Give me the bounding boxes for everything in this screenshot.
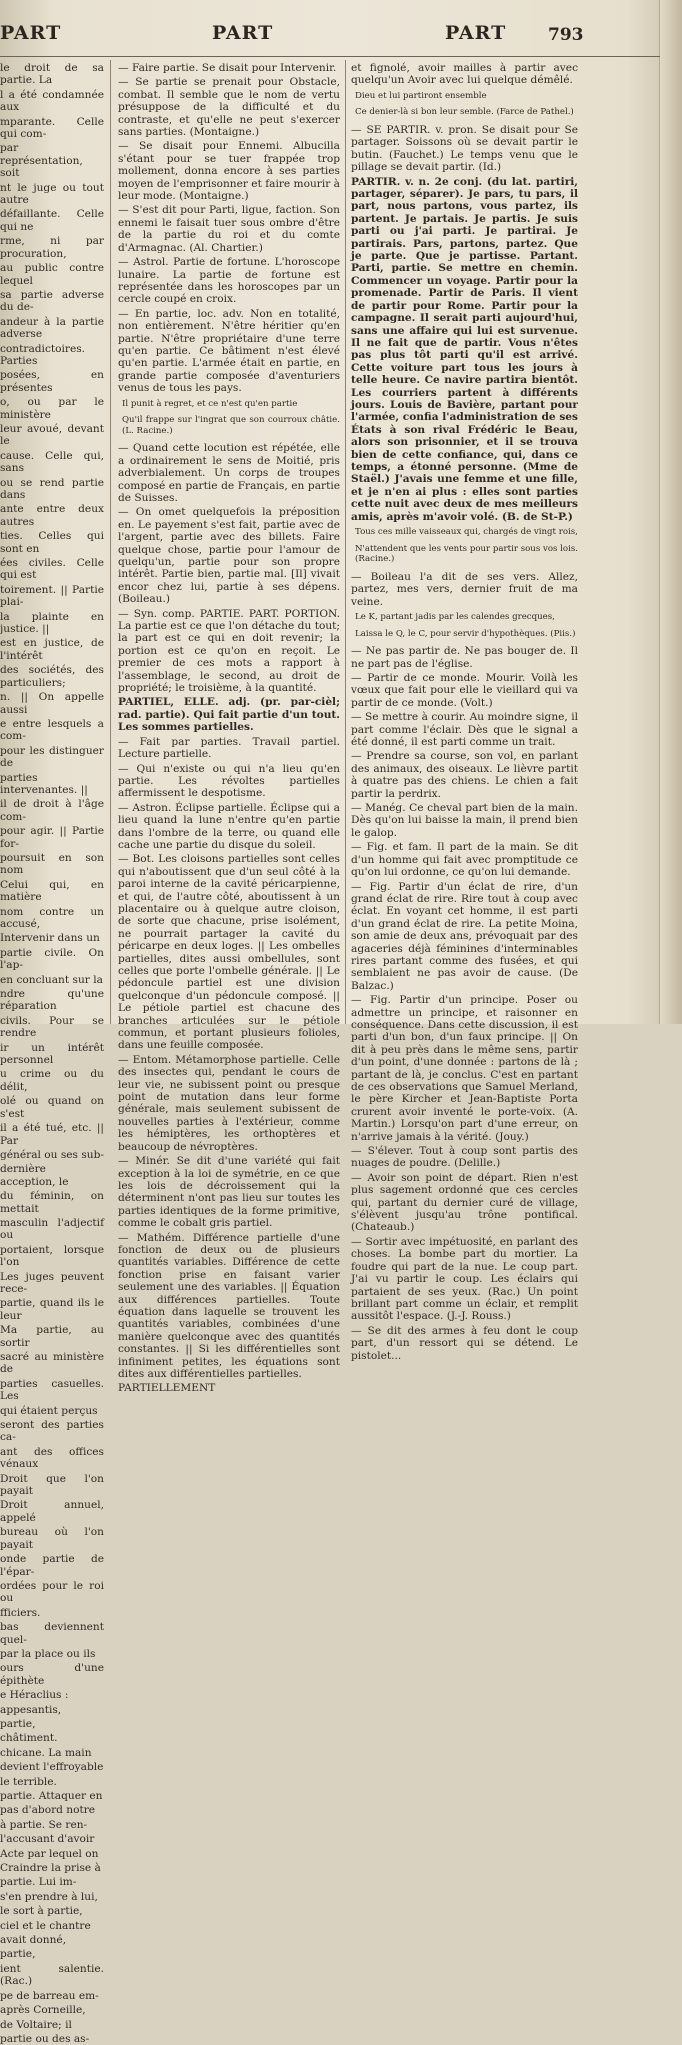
paragraph: — Faire partie. Se disait pour Intervenir.: [118, 62, 337, 74]
paragraph: ties. Celles qui sont en: [0, 530, 104, 555]
paragraph: au public contre lequel: [0, 262, 104, 287]
paragraph: ées civiles. Celle qui est: [0, 557, 104, 582]
column-divider-right: [345, 60, 346, 1024]
paragraph: ndre qu'une réparation: [0, 988, 104, 1013]
paragraph: — Entom. Métamorphose partielle. Celle des insectes qui, pendant le cours de leur vie, ne subissent point ou presque point de mutation dans leur forme générale, mais seulement subissent de nouvelles parties à l'extérieur, comme les hémiptères, les orthoptères et beaucoup de névroptères.: [118, 1053, 340, 1153]
paragraph: andeur à la partie adverse: [0, 315, 104, 341]
paragraph: masculin l'adjectif ou: [0, 1216, 104, 1242]
running-head-right: PART: [445, 22, 507, 44]
paragraph: — Partir de ce monde. Mourir. Voilà les vœux que fait pour elle le vieillard qui va partir de ce monde. (Volt.): [351, 672, 578, 709]
paragraph: u crime ou du délit,: [0, 1068, 104, 1093]
paragraph: portaient, lorsque l'on: [0, 1243, 104, 1269]
paragraph: — Boileau l'a dit de ses vers. Allez, partez, mes vers, dernier fruit de ma veine.: [351, 570, 578, 608]
paragraph: — Se dit des armes à feu dont le coup part, d'un ressort qui se détend. Le pistolet...: [351, 1324, 578, 1362]
paragraph: — Ne pas partir de. Ne pas bouger de. Il ne part pas de l'église.: [351, 645, 578, 670]
paragraph: — S'élever. Tout à coup sont partis des nuages de poudre. (Delille.): [351, 1145, 578, 1170]
paragraph: le terrible.: [0, 1775, 57, 1788]
paragraph: il de droit à l'âge com-: [0, 798, 104, 823]
paragraph: — Manég. Ce cheval part bien de la main. Dès qu'on lui baisse la main, il prend bien le galop.: [351, 802, 578, 839]
paragraph: partie ou des as-: [0, 2032, 90, 2045]
paragraph: — Sortir avec impétuosité, en parlant des choses. La bombe part du mortier. La foudre qui part de la nue. Le coup part. J'ai vu partir le coup. Les éclairs qui partaient de ses yeux. (Rac.) Un point brillant part comme un éclair, et remplit aussitôt l'espace. (J.-J. Rouss.): [351, 1235, 578, 1323]
paragraph: Celui qui, en matière: [0, 878, 104, 904]
paragraph: pour agir. || Partie for-: [0, 825, 104, 850]
paragraph: le droit de sa partie. La: [0, 62, 104, 87]
paragraph: Ma partie, au sortir: [0, 1324, 104, 1349]
paragraph: partie. Lui im-: [0, 1876, 77, 1889]
paragraph: parties casuelles. Les: [0, 1377, 104, 1403]
paragraph: il a été tué, etc. || Par: [0, 1122, 104, 1147]
text-column-middle: [118, 62, 340, 1395]
paragraph: nom contre un accusé,: [0, 905, 104, 930]
paragraph: — Astrol. Partie de fortune. L'horoscope lunaire. La partie de fortune est représentée dans les horoscopes par un cercle coupé en croix.: [118, 256, 340, 306]
paragraph: défaillante. Celle qui ne: [0, 208, 104, 233]
paragraph: pour les distinguer de: [0, 744, 104, 770]
paragraph: ou se rend partie dans: [0, 476, 104, 501]
paragraph: sacré au ministère de: [0, 1351, 104, 1376]
paragraph: civils. Pour se rendre: [0, 1014, 104, 1040]
paragraph: — Se mettre à courir. Au moindre signe, il part comme l'éclair. Dès que le signal a été donné, il est parti comme un trait.: [351, 711, 578, 749]
paragraph: avait donné,: [0, 1934, 67, 1947]
paragraph: — Prendre sa course, son vol, en parlant des animaux, des oiseaux. Le lièvre partit à quatre pas des chiens. Le chien a fait partir la perdrix.: [351, 750, 578, 800]
paragraph: ciel et le chantre: [0, 1919, 91, 1932]
paragraph: Les juges peuvent rece-: [0, 1270, 104, 1295]
paragraph: du féminin, on mettait: [0, 1190, 104, 1215]
paragraph: Droit que l'on payait: [0, 1472, 104, 1498]
paragraph: des sociétés, des particuliers;: [0, 664, 104, 689]
paragraph: Acte par lequel on: [0, 1847, 99, 1860]
paragraph: l'accusant d'avoir: [0, 1833, 95, 1846]
paragraph: bureau où l'on payait: [0, 1526, 104, 1551]
paragraph: — Qui n'existe ou qui n'a lieu qu'en partie. Les révoltes partielles affermissent le despotisme.: [118, 762, 340, 800]
header-rule: [0, 56, 660, 57]
paragraph: chicane. La main: [0, 1746, 92, 1759]
running-head-center: PART: [212, 22, 274, 44]
paragraph: Qu'il frappe sur l'ingrat que son courroux châtie. (L. Racine.): [122, 415, 340, 436]
paragraph: — Se disait pour Ennemi. Albucilla s'étant pour se tuer frappée trop mollement, donna encore à ses parties moyen de l'emprisonner et faire mourir à leur mode. (Montaigne.): [118, 140, 340, 203]
paragraph: Craindre la prise à: [0, 1862, 101, 1875]
paragraph: — Mathém. Différence partielle d'une fonction de deux ou de plusieurs quantités variables. Différence de cette fonction prise en faisant varier seulement une des variables. || Équation aux différences partielles. Toute équation dans laquelle se trouvent les quantités variables, combinées d'une manière quelconque avec des quantités constantes. || Si les différentielles sont infiniment petites, les équations sont dites aux différentielles partielles.: [118, 1231, 340, 1380]
paragraph: ours d'une épithète: [0, 1662, 104, 1687]
paragraph: — Fig. et fam. Il part de la main. Se dit d'un homme qui fait avec promptitude ce qu'on lui ordonne, ce qu'on lui demande.: [351, 841, 578, 879]
paragraph: toirement. || Partie plai-: [0, 583, 104, 609]
paragraph: et fignolé, avoir mailles à partir avec quelqu'un Avoir avec lui quelque démêlé.: [351, 62, 578, 87]
paragraph: partie,: [0, 1717, 36, 1730]
paragraph: PARTIELLEMENT: [118, 1382, 216, 1395]
paragraph: posées, en présentes: [0, 369, 104, 394]
paragraph: — Avoir son point de départ. Rien n'est plus sagement ordonné que ces cercles qui, partant du dernier curé de village, s'élèvent jusqu'au trône pontifical. (Chateaub.): [351, 1171, 578, 1234]
column-divider-left: [110, 60, 111, 1024]
paragraph: — Fig. Partir d'un principe. Poser ou admettre un principe, et raisonner en conséquence. Dans cette discussion, il est parti d'un bon, d'un faux principe. || On dit à peu près dans le même sens, partir d'un point, d'une donnée : partons de là ; partant de là, je conclus. C'est en partant de ces observations que Samuel Merland, le père Kircher et Jean-Baptiste Porta crurent avoir inventé le porte-voix. (A. Martin.) Lorsqu'on part d'une erreur, on n'arrive jamais à la vérité. (Jouy.): [351, 994, 578, 1143]
paragraph: — Minér. Se dit d'une variété qui fait exception à la loi de symétrie, en ce que les lois de décroissement qui la déterminent n'ont pas lieu sur toutes les parties identiques de la forme primitive, comme le cobalt gris partiel.: [118, 1155, 340, 1230]
paragraph: — S'est dit pour Parti, ligue, faction. Son ennemi le faisait tuer sous ombre d'être de la partie du roi et du comte d'Armagnac. (Al. Chartier.): [118, 204, 340, 254]
paragraph: à partie. Se ren-: [0, 1818, 88, 1831]
paragraph: PARTIR. v. n. 2e conj. (du lat. partiri, partager, séparer). Je pars, tu pars, il part, nous partons, vous partez, ils partent. Je partais. Je partis. Je suis parti ou j'ai parti. Je partirai. Je partirais. Pars, partons, partez. Que je parte. Que je partisse. Partant. Parti, partie. Se mettre en chemin. Commencer un voyage. Partir pour la promenade. Partir de Paris. Il vient de partir pour Rome. Partir pour la campagne. Il serait parti aujourd'hui, sans une affaire qui lui est survenue. Il ne fait que de partir. Vous n'êtes pas plus tôt parti qu'il est arrivé. Cette voiture part tous les jours à telle heure. Ce navire partira bientôt. Les courriers partent à différents jours. Louis de Bavière, partant pour l'armée, confia l'administration de ses États à son rival Frédéric le Beau, alors son prisonnier, et il se trouva bien de cette confiance, qui, dans ce temps, a étonné personne. (Mme de Staël.) J'avais une femme et une fille, et je n'en ai plus : elles sont parties cette nuit avec deux de mes meilleurs amis, après m'avoir volé. (B. de St-P.): [351, 175, 578, 523]
paragraph: partie civile. On l'ap-: [0, 946, 104, 972]
paragraph: — On omet quelquefois la préposition en. Le payement s'est fait, partie avec de l'argent, partie avec des billets. Faire quelque chose, partie pour l'amour de quelqu'un, partie pour son propre intérêt. Partie bien, partie mal. [Il] vivait encor chez lui, partie à ses dépens. (Boileau.): [118, 506, 340, 606]
paragraph: qui étaient perçus: [0, 1404, 98, 1417]
paragraph: leur avoué, devant le: [0, 422, 104, 448]
paragraph: pas d'abord notre: [0, 1804, 96, 1817]
paragraph: — Bot. Les cloisons partielles sont celles qui n'aboutissent que d'un seul côté à la paroi interne de la cavité péricarpienne, et qui, de l'autre côté, aboutissent à un placentaire ou à quelque autre cloison, de sorte que chacune, prise isolément, ne pourrait partager la cavité du péricarpe en deux loges. || Les ombelles partielles, dites aussi ombellules, sont celles que porte l'ombelle générale. || Le pédoncule partiel est une division quelconque d'un pédoncule composé. || Le pétiole partiel est chacune des branches articulées sur le pétiole commun, et portant plusieurs folioles, dans une feuille composée.: [118, 853, 340, 1052]
paragraph: olé ou quand on s'est: [0, 1095, 104, 1120]
paragraph: ir un intérêt personnel: [0, 1041, 104, 1067]
paragraph: est en justice, de l'intérêt: [0, 637, 104, 662]
paragraph: Ce denier-là si bon leur semble. (Farce de Pathel.): [355, 107, 574, 118]
paragraph: — Quand cette locution est répétée, elle a ordinairement le sens de Moitié, pris adverbialement. Un corps de troupes composé en partie de Français, en partie de Suisses.: [118, 442, 340, 504]
paragraph: — Syn. comp. PARTIE. PART. PORTION. La partie est ce que l'on détache du tout; la part est ce qui en doit revenir; la portion est ce qu'on en reçoit. Le premier de ces mots a rapport à l'assemblage, le second, au droit de propriété; le troisième, à la quantité.: [118, 607, 340, 695]
running-head-left: PART: [0, 22, 62, 44]
page-edge: [659, 0, 682, 1024]
paragraph: — Astron. Éclipse partielle. Éclipse qui a lieu quand la lune n'entre qu'en partie dans l'ombre de la terre, ou quand elle cache une partie du disque du soleil.: [118, 801, 340, 851]
paragraph: — En partie, loc. adv. Non en totalité, non entièrement. N'être héritier qu'en partie. N'être propriétaire d'une terre qu'en partie. Ce bâtiment n'est élevé qu'en partie. L'armée était en partie, en grande partie composée d'aventuriers venus de tous les pays.: [118, 307, 340, 395]
paragraph: rme, ni par procuration,: [0, 235, 104, 260]
paragraph: appesantis,: [0, 1703, 62, 1716]
paragraph: la plainte en justice. ||: [0, 610, 104, 636]
paragraph: général ou ses sub-: [0, 1148, 104, 1161]
paragraph: en concluant sur la: [0, 973, 103, 986]
paragraph: nt le juge ou tout autre: [0, 181, 104, 207]
paragraph: devient l'effroyable: [0, 1761, 104, 1774]
paragraph: — SE PARTIR. v. pron. Se disait pour Se partager. Soissons où se devait partir le butin. (Fauchet.) Le temps venu que le pillage se devait partir. (Id.): [351, 124, 578, 174]
paragraph: le sort à partie,: [0, 1905, 83, 1918]
paragraph: — Fig. Partir d'un éclat de rire, d'un grand éclat de rire. Rire tout à coup avec éclat. En voyant cet homme, il est parti d'un grand éclat de rire. La petite Moina, son amie de deux ans, prévoquait par des agaceries déjà féminines d'interminables rires partant comme des fusées, et qui semblaient ne pas avoir de cause. (De Balzac.): [351, 880, 578, 992]
paragraph: châtiment.: [0, 1732, 58, 1745]
paragraph: s'en prendre à lui,: [0, 1890, 98, 1903]
paragraph: de Voltaire; il: [0, 2018, 72, 2031]
paragraph: Intervenir dans un: [0, 932, 100, 945]
paragraph: seront des parties ca-: [0, 1419, 104, 1444]
text-column-left: [0, 62, 104, 2045]
paragraph: o, ou par le ministère: [0, 396, 104, 421]
paragraph: Laissa le Q, le C, pour servir d'hypothèques. (Piis.): [355, 628, 576, 639]
paragraph: ant des offices vénaux: [0, 1445, 104, 1471]
paragraph: après Corneille,: [0, 2004, 86, 2017]
paragraph: e entre lesquels a com-: [0, 717, 104, 743]
paragraph: par représentation, soit: [0, 142, 83, 180]
paragraph: partie,: [0, 1948, 36, 1961]
paragraph: fficiers.: [0, 1606, 41, 1619]
paragraph: l a été condamnée aux: [0, 88, 104, 114]
paragraph: partie. Attaquer en: [0, 1790, 103, 1802]
paragraph: dernière acception, le: [0, 1163, 69, 1188]
paragraph: partie, quand ils le leur: [0, 1297, 104, 1322]
paragraph: Tous ces mille vaisseaux qui, chargés de vingt rois,: [355, 527, 578, 537]
paragraph: ient salentie. (Rac.): [0, 1962, 104, 1988]
paragraph: Droit annuel, appelé: [0, 1499, 104, 1524]
paragraph: Il punit à regret, et ce n'est qu'en partie: [122, 398, 298, 409]
paragraph: sa partie adverse du de-: [0, 288, 104, 314]
text-column-right: [351, 62, 578, 1362]
paragraph: Dieu et lui partiront ensemble: [355, 90, 487, 101]
paragraph: e Héraclius :: [0, 1689, 69, 1702]
paragraph: N'attendent que les vents pour partir sous vos lois. (Racine.): [355, 543, 578, 565]
paragraph: onde partie de l'épar-: [0, 1553, 104, 1578]
paragraph: PARTIEL, ELLE. adj. (pr. par-cièl; rad. partie). Qui fait partie d'un tout. Les sommes partielles.: [118, 696, 340, 734]
paragraph: ante entre deux autres: [0, 503, 104, 528]
paragraph: pe de barreau em-: [0, 1989, 99, 2002]
paragraph: — Fait par parties. Travail partiel. Lecture partielle.: [118, 735, 340, 761]
paragraph: parties intervenantes. ||: [0, 771, 88, 796]
paragraph: contradictoires. Parties: [0, 342, 86, 367]
paragraph: n. || On appelle aussi: [0, 691, 104, 716]
paragraph: par la place ou ils: [0, 1647, 96, 1660]
page-number: 793: [548, 25, 584, 45]
paragraph: Le K, partant jadis par les calendes grecques,: [355, 612, 555, 622]
paragraph: ordées pour le roi ou: [0, 1579, 104, 1605]
paragraph: bas deviennent quel-: [0, 1621, 104, 1646]
paragraph: poursuit en son nom: [0, 851, 104, 877]
paragraph: cause. Celle qui, sans: [0, 449, 104, 475]
paragraph: mparante. Celle qui com-: [0, 115, 104, 141]
paragraph: — Se partie se prenait pour Obstacle, combat. Il semble que le nom de vertu présuppose de la difficulté et du contraste, et qu'elle ne peut s'exercer sans parties. (Montaigne.): [118, 76, 340, 139]
